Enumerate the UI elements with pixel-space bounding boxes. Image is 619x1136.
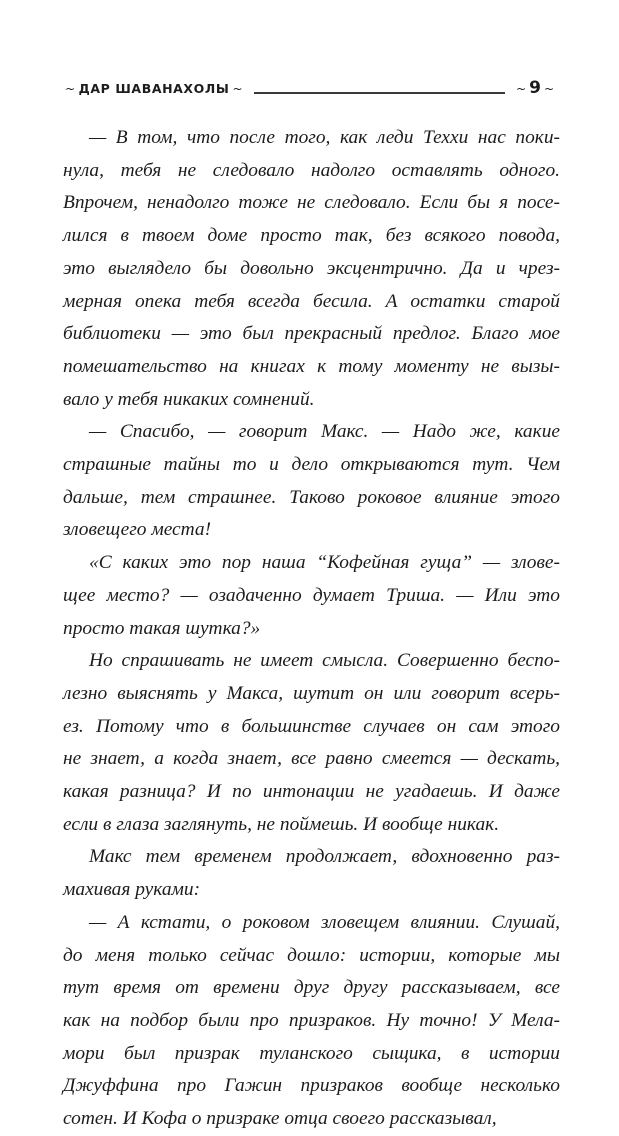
paragraph-line: мори был призрак туланского сыщика, в истории	[63, 1042, 560, 1064]
paragraph-line: мерная опека тебя всегда бесила. А остатки старой	[63, 290, 560, 312]
paragraph-line: лезно выяснять у Макса, шутит он или говорит всерь-	[63, 682, 560, 704]
body-text	[63, 122, 560, 1136]
paragraph-line: ез. Потому что в большинстве случаев он сам этого	[63, 715, 560, 737]
paragraph-line: сотен. И Кофа о призраке отца своего рассказывал,	[63, 1108, 497, 1130]
paragraph-line: зловещего места!	[63, 519, 212, 541]
paragraph-line: дальше, тем страшнее. Таково роковое влияние этого	[63, 486, 560, 508]
ornament-left: ~	[516, 82, 527, 96]
paragraph-line: вало у тебя никаких сомнений.	[63, 388, 315, 410]
paragraph-first-line: — А кстати, о роковом зловещем влиянии. Слушай,	[89, 911, 560, 933]
paragraph-first-line: — Спасибо, — говорит Макс. — Надо же, какие	[89, 421, 560, 443]
paragraph-line: махивая руками:	[63, 879, 201, 901]
paragraph-line: нула, тебя не следовало надолго оставлять одного.	[63, 159, 560, 181]
paragraph-line: щее место? — озадаченно думает Триша. — Или это	[63, 584, 560, 606]
paragraph-line: это выглядело бы довольно эксцентрично. Да и чрез-	[63, 257, 560, 279]
running-title	[62, 81, 254, 96]
paragraph-line: помешательство на книгах к тому моменту не вызы-	[63, 355, 560, 377]
paragraph-line: библиотеки — это был прекрасный предлог. Благо мое	[63, 323, 560, 345]
paragraph-line: до меня только сейчас дошло: истории, которые мы	[63, 944, 560, 966]
ornament-right: ~	[543, 82, 554, 96]
paragraph-line: Впрочем, ненадолго тоже не следовало. Если бы я посе-	[63, 192, 560, 214]
paragraph-first-line: Макс тем временем продолжает, вдохновенно раз-	[89, 846, 560, 868]
ornament-right: ~	[232, 82, 244, 96]
paragraph-first-line: «С каких это пор наша “Кофейная гуща” — злове-	[89, 552, 560, 574]
page-number	[505, 78, 557, 98]
paragraph-line: если в глаза заглянуть, не поймешь. И вообще никак.	[63, 813, 500, 835]
paragraph-line: страшные тайны то и дело открываются тут. Чем	[63, 454, 560, 476]
paragraph-first-line: Но спрашивать не имеет смысла. Совершенно беспо-	[89, 650, 560, 672]
paragraph-line: Джуффина про Гажин призраков вообще несколько	[63, 1075, 560, 1097]
paragraph-line: просто такая шутка?»	[63, 617, 261, 639]
paragraph-line: как на подбор были про призраков. Ну точно! У Мела-	[63, 1009, 560, 1031]
book-title: ДАР ШАВАНАХОЛЫ	[78, 81, 230, 96]
paragraph-line: какая разница? И по интонации не угадаешь. И даже	[63, 781, 560, 803]
page-number-value: 9	[529, 78, 541, 98]
paragraph-line: не знает, а когда знает, все равно смеется — дескать,	[63, 748, 560, 770]
paragraph-first-line: — В том, что после того, как леди Теххи нас поки-	[89, 127, 560, 148]
paragraph-line: тут время от времени друг другу рассказываем, все	[63, 977, 560, 999]
paragraph-line: лился в твоем доме просто так, без всякого повода,	[63, 225, 560, 247]
ornament-left: ~	[65, 82, 76, 96]
running-header	[62, 78, 557, 104]
